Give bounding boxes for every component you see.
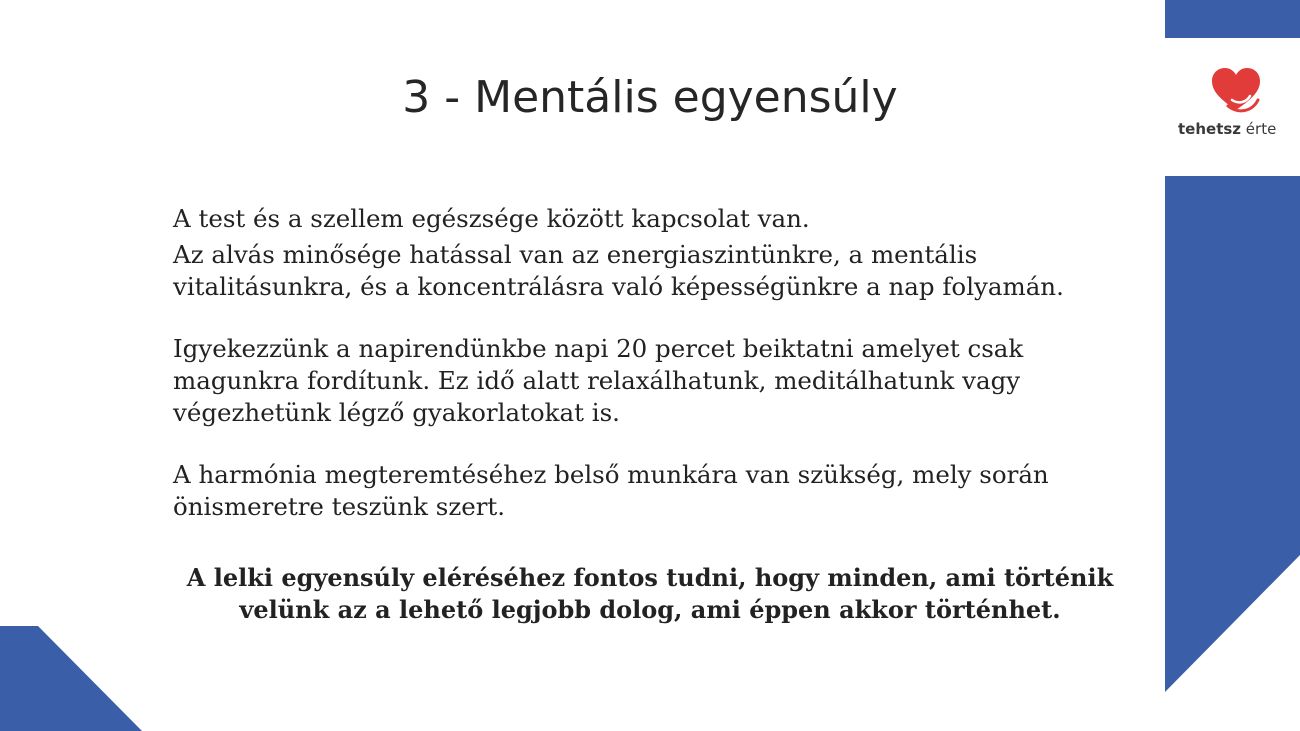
paragraph-2: Az alvás minősége hatással van az energiaszintünkre, a mentális vitalitásunkra, és a koncentrálásra való képességünkre a nap folyamán.	[173, 240, 1064, 301]
body-text	[173, 203, 1133, 523]
logo-brand-bold: tehetsz	[1178, 120, 1242, 138]
slide-title: 3 - Mentális egyensúly	[402, 72, 898, 123]
logo-wordmark	[1178, 120, 1296, 138]
conclusion-text: A lelki egyensúly eléréséhez fontos tudni, hogy minden, ami történik velünk az a lehető legjobb dolog, ami éppen akkor történhet.	[186, 563, 1114, 624]
paragraph-1: A test és a szellem egészsége között kapcsolat van.	[173, 204, 810, 233]
bottom-left-triangle	[0, 626, 142, 731]
logo-brand-light: érte	[1241, 120, 1277, 138]
top-right-bar	[1165, 0, 1300, 38]
right-band-shape	[1165, 176, 1300, 692]
logo	[1170, 66, 1296, 146]
paragraph-4: A harmónia megteremtéséhez belső munkára van szükség, mely során önismeretre teszünk szert.	[173, 460, 1049, 521]
heart-icon	[1208, 66, 1264, 118]
paragraph-3: Igyekezzünk a napirendünkbe napi 20 percet beiktatni amelyet csak magunkra fordítunk. Ez idő alatt relaxálhatunk, meditálhatunk vagy végezhetünk légző gyakorlatokat is.	[173, 334, 1024, 427]
